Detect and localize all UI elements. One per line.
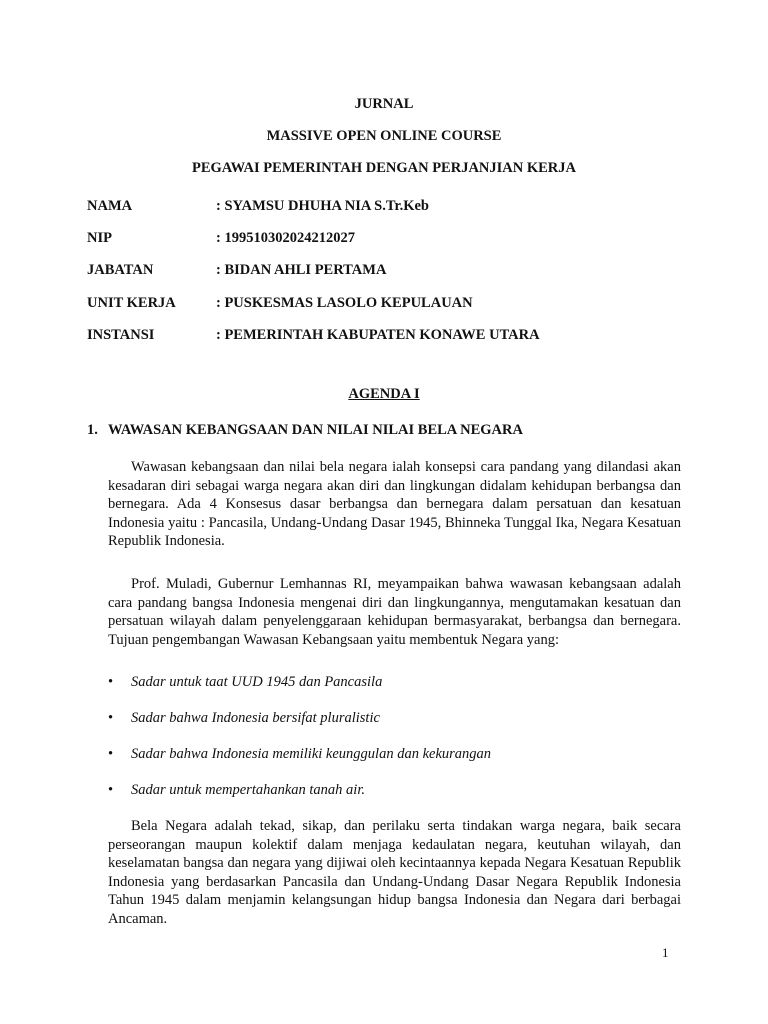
list-item-text: Sadar bahwa Indonesia bersifat pluralistic — [131, 710, 380, 726]
course-title: MASSIVE OPEN ONLINE COURSE — [266, 128, 502, 144]
bullet-list — [108, 673, 681, 817]
info-row-unit-kerja — [87, 295, 473, 312]
page-number: 1 — [662, 945, 669, 960]
bullet-icon: • — [108, 782, 114, 798]
list-item-text: Sadar bahwa Indonesia memiliki keunggulan dan kekurangan — [131, 746, 492, 762]
info-value: : SYAMSU DHUHA NIA S.Tr.Keb — [216, 198, 429, 214]
section-title: WAWASAN KEBANGSAAN DAN NILAI NILAI BELA NEGARA — [108, 422, 523, 438]
info-label: JABATAN — [87, 262, 154, 278]
info-row-nip — [87, 230, 355, 247]
bullet-icon: • — [108, 746, 114, 762]
info-row-jabatan — [87, 262, 386, 279]
journal-title: JURNAL — [354, 96, 414, 112]
info-label: NAMA — [87, 198, 133, 214]
info-row-instansi — [87, 327, 540, 344]
info-value: : 199510302024212027 — [216, 230, 355, 246]
list-item — [108, 673, 681, 709]
info-value: : PEMERINTAH KABUPATEN KONAWE UTARA — [216, 327, 540, 343]
program-title: PEGAWAI PEMERINTAH DENGAN PERJANJIAN KERJA — [191, 160, 576, 176]
list-item-text: Sadar untuk mempertahankan tanah air. — [131, 782, 365, 798]
paragraph: Prof. Muladi, Gubernur Lemhannas RI, meyampaikan bahwa wawasan kebangsaan adalah cara pandang bangsa Indonesia mengenai diri dan lingkungannya, mengutamakan kesatuan dan persatuan wilayah dalam penyelenggaraan kehidupan bermasyarakat, berbangsa dan bernegara. Tujuan pengembangan Wawasan Kebangsaan yaitu membentuk Negara yang: — [108, 576, 681, 648]
bullet-icon: • — [108, 674, 114, 690]
info-label: UNIT KERJA — [87, 295, 176, 311]
list-item — [108, 781, 681, 817]
info-value: : BIDAN AHLI PERTAMA — [216, 262, 387, 278]
list-item — [108, 745, 681, 781]
section-heading — [87, 422, 523, 439]
info-row-nama — [87, 198, 429, 215]
info-value: : PUSKESMAS LASOLO KEPULAUAN — [216, 295, 473, 311]
list-item — [108, 709, 681, 745]
paragraph: Wawasan kebangsaan dan nilai bela negara ialah konsepsi cara pandang yang dilandasi akan kesadaran diri sebagai warga negara akan diri dan lingkungan didalam kehidupan berbangsa dan bernegara. Ada 4 Konsesus dasar berbangsa dan bernegara dalam persatuan dan kesatuan Indonesia yaitu : Pancasila, Undang-Undang Dasar 1945, Bhinneka Tunggal Ika, Negara Kesatuan Republik Indonesia. — [108, 459, 681, 550]
bullet-icon: • — [108, 710, 114, 726]
list-item-text: Sadar untuk taat UUD 1945 dan Pancasila — [131, 674, 383, 690]
section-number: 1. — [87, 422, 98, 438]
paragraph: Bela Negara adalah tekad, sikap, dan perilaku serta tindakan warga negara, baik secara perseorangan maupun kolektif dalam menjaga kedaulatan negara, keutuhan wilayah, dan keselamatan bangsa dan negara yang dijiwai oleh kecintaannya kepada Negara Kesatuan Republik Indonesia yang berdasarkan Pancasila dan Undang-Undang Dasar Negara Republik Indonesia Tahun 1945 dalam menjamin kelangsungan hidup bangsa Indonesia dan Negara dari berbagai Ancaman. — [108, 818, 681, 927]
info-label: INSTANSI — [87, 327, 155, 343]
info-label: NIP — [87, 230, 112, 246]
agenda-heading: AGENDA I — [348, 386, 420, 402]
